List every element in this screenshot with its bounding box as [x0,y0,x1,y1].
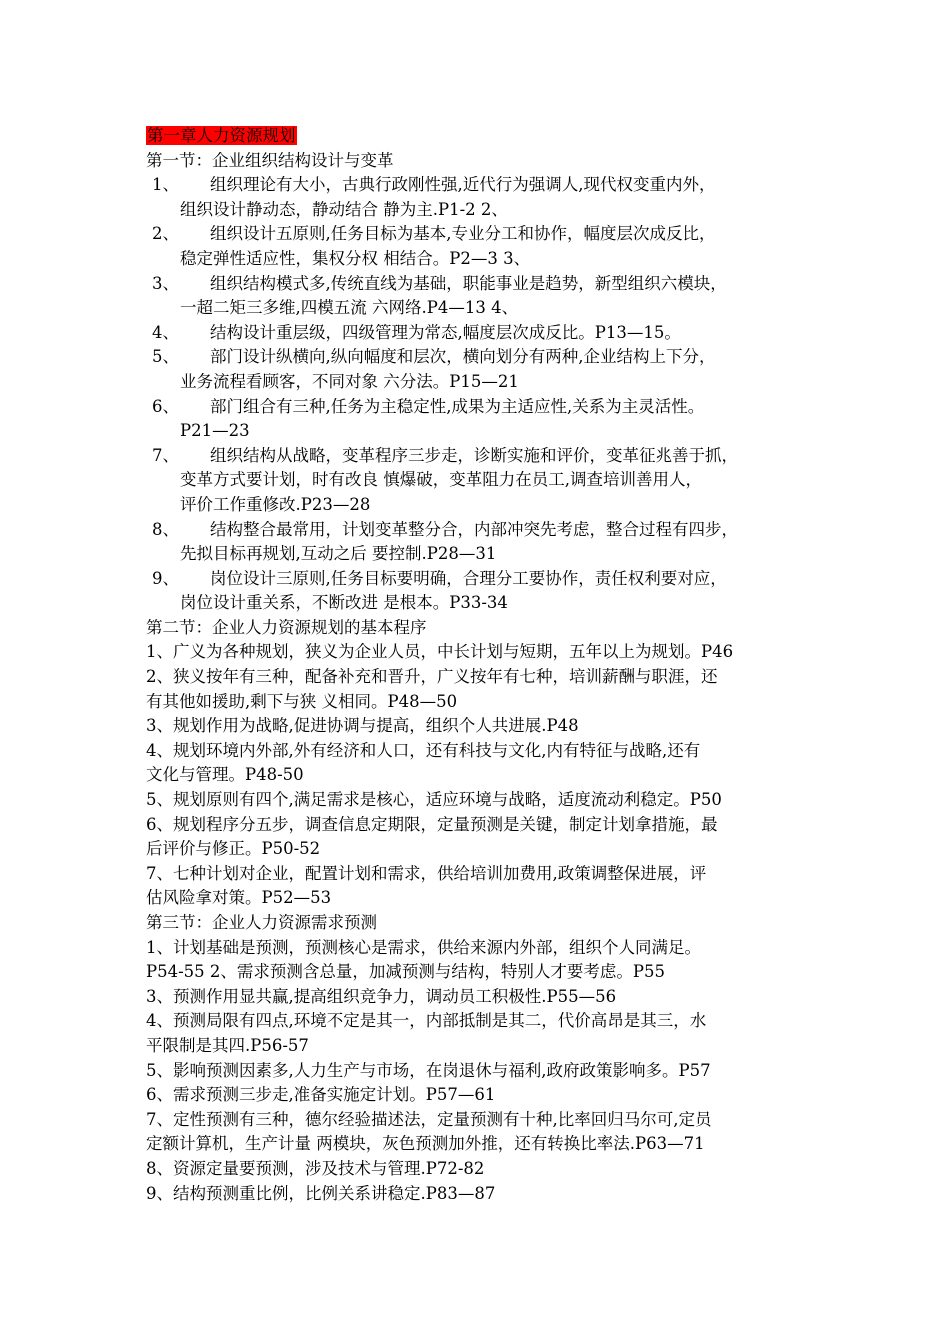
s1-item-3-cont: 一超二矩三多维,四模五流 六网络.P4—13 4、 [180,298,519,318]
section-1-title: 第一节：企业组织结构设计与变革 [146,150,394,170]
s1-item-2-cont: 稳定弹性适应性，集权分权 相结合。P2—3 3、 [180,248,531,268]
s1-item-7-cont-2: 评价工作重修改.P23—28 [180,494,371,514]
s2-line: 估风险拿对策。P52—53 [146,888,332,908]
s2-line: 6、规划程序分五步，调查信息定期限，定量预测是关键，制定计划拿措施，最 [146,814,718,834]
s2-line: 1、广义为各种规划，狭义为企业人员，中长计划与短期，五年以上为规划。P46 [146,642,734,662]
s2-line: 3、规划作用为战略,促进协调与提高，组织个人共进展.P48 [146,716,579,736]
s1-item-5-cont: 业务流程看顾客，不同对象 六分法。P15—21 [180,371,519,391]
s3-line: 5、影响预测因素多,人力生产与市场，在岗退休与福利,政府政策影响多。P57 [146,1060,711,1080]
s1-item-5: 5、 部门设计纵横向,纵向幅度和层次，横向划分有两种,企业结构上下分， [152,347,716,367]
s2-line: 2、狭义按年有三种，配备补充和晋升，广义按年有七种，培训薪酬与职涯，还 [146,667,718,687]
s3-line: 定额计算机，生产计量 两模块，灰色预测加外推，还有转换比率法.P63—71 [146,1134,705,1154]
s1-item-7: 7、 组织结构从战略，变革程序三步走，诊断实施和评价，变革征兆善于抓， [152,445,738,465]
s3-line: 1、计划基础是预测，预测核心是需求，供给来源内外部，组织个人同满足。 [146,937,701,957]
s1-item-1-cont: 组织设计静动态，静动结合 静为主.P1-2 2、 [180,199,508,219]
s1-item-6: 6、 部门组合有三种,任务为主稳定性,成果为主适应性,关系为主灵活性。 [152,396,705,416]
s1-item-1: 1、 组织理论有大小，古典行政刚性强,近代行为强调人,现代权变重内外， [152,175,716,195]
s3-line: P54-55 2、需求预测含总量，加减预测与结构，特别人才要考虑。P55 [146,962,666,982]
s1-item-7-cont-1: 变革方式要计划，时有改良 慎爆破，变革阻力在员工,调查培训善用人， [180,470,702,490]
document-page [146,124,826,1206]
s3-line: 7、定性预测有三种，德尔经验描述法，定量预测有十种,比率回归马尔可,定员 [146,1109,712,1129]
s3-line: 平限制是其四.P56-57 [146,1035,309,1055]
s2-line: 7、七种计划对企业，配置计划和需求，供给培训加费用,政策调整保进展，评 [146,863,707,883]
s1-item-3: 3、 组织结构模式多,传统直线为基础，职能事业是趋势，新型组织六模块， [152,273,727,293]
s1-item-6-cont: P21—23 [180,421,250,441]
s3-line: 9、结构预测重比例，比例关系讲稳定.P83—87 [146,1183,496,1203]
chapter-title: 第一章人力资源规划 [147,126,296,145]
s2-line: 4、规划环境内外部,外有经济和人口，还有科技与文化,内有特征与战略,还有 [146,740,701,760]
s1-item-2: 2、 组织设计五原则,任务目标为基本,专业分工和协作，幅度层次成反比， [152,224,716,244]
s2-line: 有其他如援助,剩下与狭 义相同。P48—50 [146,691,458,711]
s1-item-9-cont: 岗位设计重关系，不断改进 是根本。P33-34 [180,593,508,613]
s1-item-9: 9、 岗位设计三原则,任务目标要明确，合理分工要协作，责任权利要对应， [152,568,727,588]
s3-line: 3、预测作用显共赢,提高组织竞争力，调动员工积极性.P55—56 [146,986,617,1006]
s2-line: 文化与管理。P48-50 [146,765,304,785]
s2-line: 5、规划原则有四个,满足需求是核心，适应环境与战略，适度流动利稳定。P50 [146,790,722,810]
s1-item-8-cont: 先拟目标再规划,互动之后 要控制.P28—31 [180,544,497,564]
s3-line: 8、资源定量要预测，涉及技术与管理.P72-82 [146,1158,485,1178]
s3-line: 4、预测局限有四点,环境不定是其一，内部抵制是其二，代价高昂是其三，水 [146,1011,707,1031]
section-2-title: 第二节：企业人力资源规划的基本程序 [146,617,427,637]
section-3-title: 第三节：企业人力资源需求预测 [146,913,377,932]
s1-item-8: 8、 结构整合最常用，计划变革整分合，内部冲突先考虑，整合过程有四步， [152,519,738,539]
s1-item-4: 4、 结构设计重层级，四级管理为常态,幅度层次成反比。P13—15。 [152,322,681,342]
s3-line: 6、需求预测三步走,准备实施定计划。P57—61 [146,1085,496,1105]
s2-line: 后评价与修正。P50-52 [146,839,321,859]
